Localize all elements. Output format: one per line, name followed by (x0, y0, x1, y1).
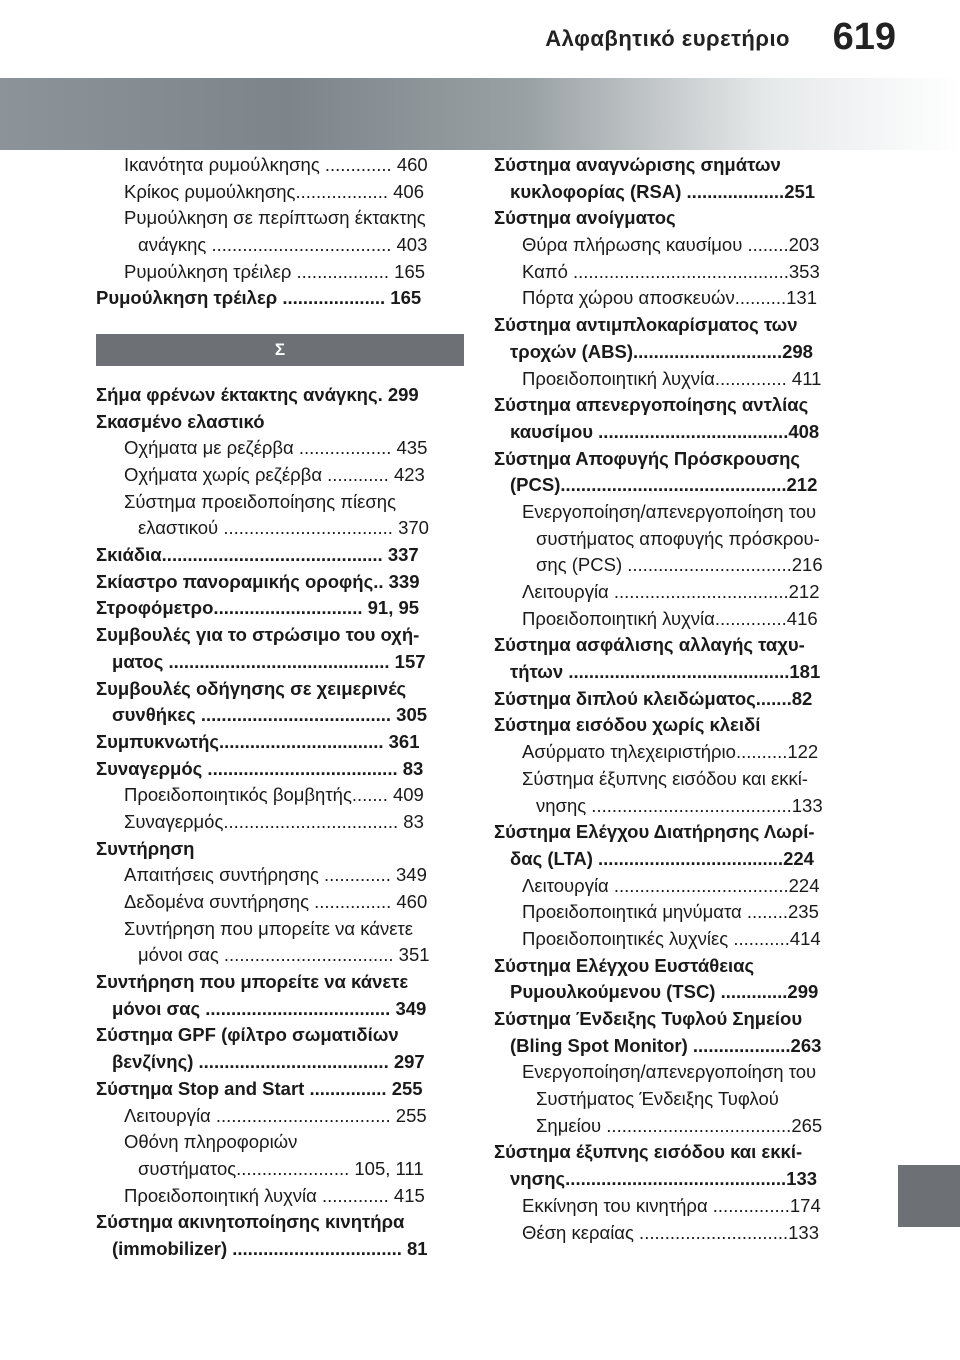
index-entry: Συντήρηση που μπορείτε να κάνετε (96, 971, 409, 993)
index-entry: σης (PCS) ................................216 (536, 554, 823, 576)
index-entry: νησης...........................................133 (510, 1168, 818, 1190)
index-entry: Προειδοποιητική λυχνία ............. 415 (124, 1184, 425, 1206)
index-entry: Σύστημα Ελέγχου Ευστάθειας (494, 954, 755, 976)
index-entry: Σκίαστρο πανοραμικής οροφής.. 339 (96, 570, 420, 592)
index-entry: Σύστημα αναγνώρισης σημάτων (494, 154, 781, 175)
index-entry: Σκιάδια........................................... 337 (96, 544, 419, 566)
index-entry: (PCS)............................................212 (510, 474, 818, 496)
index-entry: Θέση κεραίας .............................133 (522, 1221, 819, 1243)
index-entry: ανάγκης ................................... 403 (138, 234, 428, 256)
index-entry: Συστήματος Ένδειξης Τυφλού (536, 1088, 779, 1110)
index-entry: μόνοι σας .................................... 349 (112, 997, 427, 1019)
index-entry: Σύστημα έξυπνης εισόδου και εκκί- (522, 767, 808, 789)
index-entry: Θύρα πλήρωσης καυσίμου ........203 (522, 234, 820, 256)
page-number: 619 (832, 16, 896, 58)
index-entry: Προειδοποιητικός βομβητής....... 409 (124, 784, 424, 806)
index-entry: Σύστημα αντιμπλοκαρίσματος των (494, 314, 798, 336)
index-entry: Εκκίνηση του κινητήρα ...............174 (522, 1194, 821, 1216)
index-entry: Πόρτα χώρου αποσκευών..........131 (522, 287, 817, 309)
index-entry: (Bling Spot Monitor) ...................263 (510, 1034, 822, 1056)
index-entry: Σύστημα ανοίγματος (494, 207, 676, 229)
index-entry: Οχήματα με ρεζέρβα .................. 435 (124, 437, 428, 459)
index-entry: Σημείου ....................................265 (536, 1114, 823, 1136)
index-entry: Οχήματα χωρίς ρεζέρβα ............ 423 (124, 464, 425, 485)
index-entry: Οθόνη πληροφοριών (124, 1131, 298, 1153)
index-entry: Προειδοποιητική λυχνία.............. 411 (522, 367, 822, 389)
index-entry: κυκλοφορίας (RSA) ...................251 (510, 180, 816, 202)
index-entry: Ενεργοποίηση/απενεργοποίηση του (522, 1061, 817, 1083)
index-entry: Σύστημα ασφάλισης αλλαγής ταχυ- (494, 634, 805, 656)
chapter-thumb-tab (898, 1165, 960, 1227)
index-entry: Σύστημα Ελέγχου Διατήρησης Λωρί- (494, 821, 815, 843)
index-entry: καυσίμου .....................................408 (510, 420, 820, 442)
index-entry: ματος ........................................... 157 (112, 650, 426, 672)
index-entry: Ικανότητα ρυμούλκησης ............. 460 (124, 154, 428, 175)
index-entry: Λειτουργία .................................. 255 (124, 1104, 427, 1126)
index-entry: Ασύρματο τηλεχειριστήριο..........122 (522, 741, 819, 763)
index-entry: Συντήρηση που μπορείτε να κάνετε (124, 917, 413, 939)
index-entry: Κρίκος ρυμούλκησης.................. 406 (124, 180, 424, 202)
index-entry: Σύστημα GPF (φίλτρο σωματιδίων (96, 1024, 399, 1046)
index-entry: μόνοι σας ................................. 351 (138, 944, 430, 966)
index-entry: Ρυμούλκηση τρέιλερ .................... 165 (96, 287, 422, 309)
index-column-left (96, 152, 466, 1263)
index-entry: βενζίνης) ..................................... 297 (112, 1051, 425, 1073)
index-entry: ελαστικού ................................. 370 (138, 517, 429, 539)
index-entry: Λειτουργία ..................................212 (522, 581, 820, 602)
index-entry: Καπό ..........................................353 (522, 260, 820, 282)
index-entry: τροχών (ABS).............................298 (510, 340, 813, 362)
section-header-sigma: Σ (96, 334, 464, 366)
index-entry: νησης .......................................133 (536, 794, 823, 816)
index-entry: Συμβουλές οδήγησης σε χειμερινές (96, 677, 407, 699)
index-entry: Σύστημα απενεργοποίησης αντλίας (494, 394, 809, 416)
index-entry: Συναγερμός.................................. 83 (124, 810, 424, 832)
index-entry: Σύστημα Αποφυγής Πρόσκρουσης (494, 447, 801, 469)
index-entry: δας (LTA) ....................................224 (510, 847, 814, 869)
index-entry: Συντήρηση (96, 837, 195, 859)
header-banner (0, 78, 960, 150)
index-entry: Ρυμουλκούμενου (TSC) .............299 (510, 981, 819, 1003)
index-entry: (immobilizer) ................................. 81 (112, 1237, 428, 1259)
index-entry: Ρυμούλκηση σε περίπτωση έκτακτης (124, 207, 426, 229)
index-entry: Σύστημα προειδοποίησης πίεσης (124, 490, 397, 512)
index-entry: Σύστημα διπλού κλειδώματος.......82 (494, 687, 813, 709)
index-entry: Προειδοποιητικά μηνύματα ........235 (522, 901, 819, 923)
index-entry: Λειτουργία ..................................224 (522, 874, 820, 896)
index-entry: Συμπυκνωτής................................ 361 (96, 730, 420, 752)
index-entry: Σύστημα εισόδου χωρίς κλειδί (494, 714, 761, 736)
index-entry: Σύστημα Ένδειξης Τυφλού Σημείου (494, 1008, 803, 1029)
index-entry: Δεδομένα συντήρησης ............... 460 (124, 891, 428, 912)
index-entry: Σήμα φρένων έκτακτης ανάγκης. 299 (96, 383, 419, 405)
index-entry: Απαιτήσεις συντήρησης ............. 349 (124, 864, 427, 886)
index-entry: Συναγερμός ..................................... 83 (96, 757, 424, 779)
index-entry: τήτων ...........................................181 (510, 661, 821, 683)
index-entry: Ενεργοποίηση/απενεργοποίηση του (522, 500, 817, 522)
index-column-right (494, 152, 854, 1246)
index-entry: συστήματος...................... 105, 111 (138, 1157, 424, 1179)
page-header-title: Αλφαβητικό ευρετήριο (545, 26, 790, 51)
index-entry: συνθήκες ..................................... 305 (112, 704, 428, 726)
right-entries (494, 152, 854, 1246)
index-entry: Ρυμούλκηση τρέιλερ .................. 165 (124, 260, 426, 282)
left-section-entries (96, 382, 466, 1263)
index-entry: Στροφόμετρο............................. 91, 95 (96, 597, 420, 619)
index-entry: Συμβουλές για το στρώσιμο του οχή- (96, 624, 420, 646)
left-top-entries (96, 152, 466, 312)
index-entry: Σύστημα Stop and Start ............... 255 (96, 1077, 423, 1099)
index-entry: Σύστημα έξυπνης εισόδου και εκκί- (494, 1141, 803, 1163)
index-entry: συστήματος αποφυγής πρόσκρου- (536, 527, 820, 549)
index-entry: Προειδοποιητικές λυχνίες ...........414 (522, 927, 821, 949)
index-entry: Προειδοποιητική λυχνία..............416 (522, 607, 818, 629)
index-entry: Σκασμένο ελαστικό (96, 410, 265, 432)
index-entry: Σύστημα ακινητοποίησης κινητήρα (96, 1211, 405, 1233)
